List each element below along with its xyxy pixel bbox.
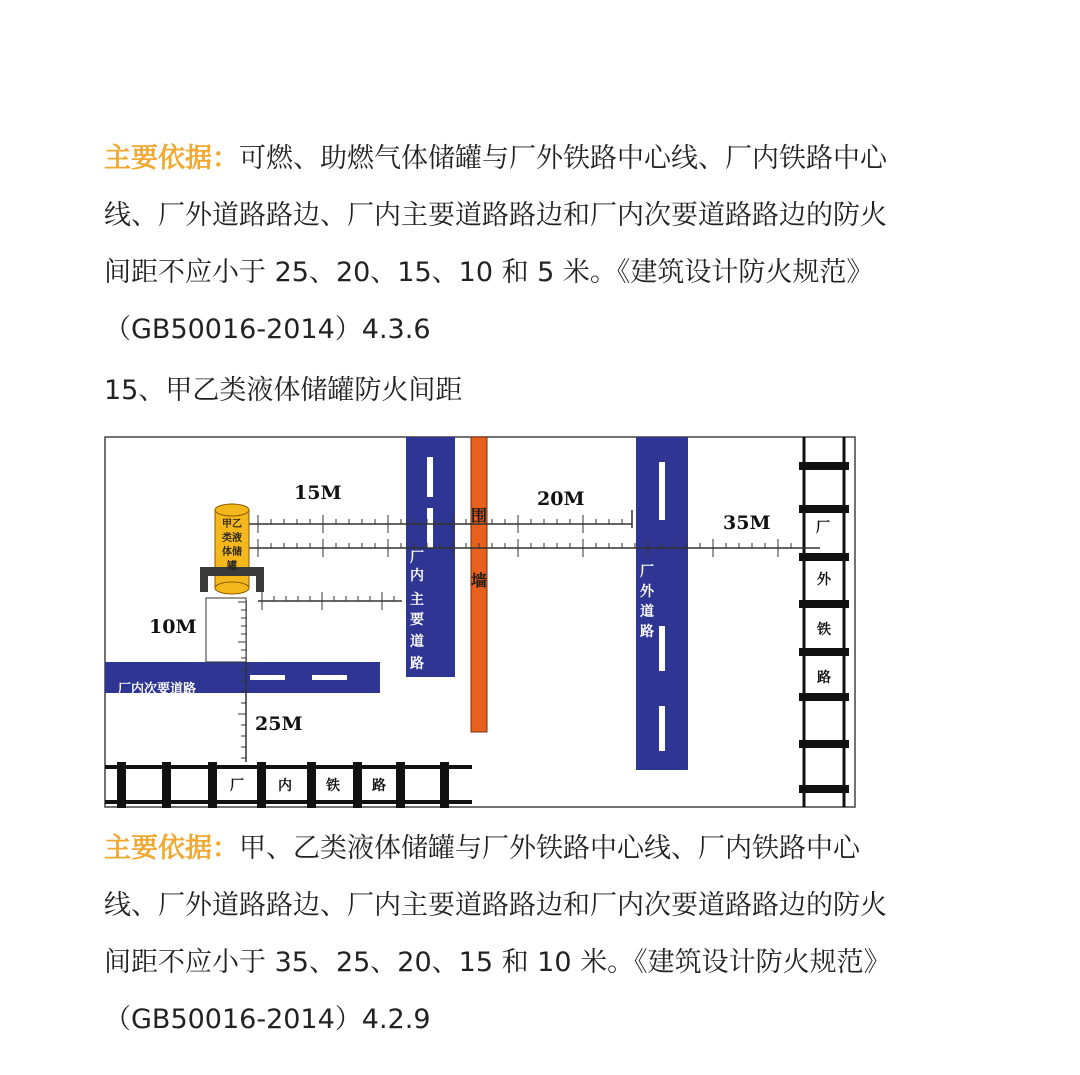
tank-label: 类液 [222,533,242,544]
rail-tie [396,762,405,808]
outer-road-label: 路 [640,624,654,640]
distance-label-35m: 35M [723,512,771,534]
main-road-label: 要 [410,612,424,628]
section1-line-1: 主要依据：可燃、助燃气体储罐与厂外铁路中心线、厂内铁路中心 [104,143,887,174]
tank-label: 体储 [222,547,242,558]
section2-line-4: （GB50016-2014）4.2.9 [104,1004,431,1035]
outer-road-label: 外 [640,584,654,600]
outer-rail-label: 铁 [817,622,831,638]
outer-road-dash [659,706,665,751]
inner-rail-label: 铁 [326,778,340,794]
rail-tie [799,462,849,470]
main-road-label: 厂 [410,550,424,566]
main-road-dash [427,457,433,497]
section1-line-3: 间距不应小于 25、20、15、10 和 5 米。《建筑设计防火规范》 [104,257,874,288]
rail-tie [117,762,126,808]
rail-tie [799,693,849,701]
rail-tie [799,740,849,748]
section2-line-1: 主要依据：甲、乙类液体储罐与厂外铁路中心线、厂内铁路中心 [104,833,860,864]
section-heading: 15、甲乙类液体储罐防火间距 [104,375,463,406]
wall-label: 墙 [470,571,488,590]
main-road-label: 内 [410,568,424,584]
outer-rail-label: 外 [817,572,831,588]
rail-tie [799,553,849,561]
rail-tie [208,762,217,808]
rail-tie [799,505,849,513]
tank-label: 甲乙 [222,519,242,530]
main-road-label: 道 [410,634,424,650]
rail-tie [440,762,449,808]
rail-tie [799,648,849,656]
section2-line-2: 线、厂外道路路边、厂内主要道路路边和厂内次要道路路边的防火 [104,890,887,921]
tank-label: 罐 [227,561,237,572]
distance-label-20m: 20M [537,488,585,510]
rail-tie [307,762,316,808]
secondary-road-dash [250,675,285,680]
main-road-label: 路 [410,656,424,672]
main-road-label: 主 [410,592,424,608]
outer-road-label: 道 [640,604,654,620]
outer-rail-label: 路 [817,670,831,686]
rail-tie [799,600,849,608]
wall-label: 围 [470,506,488,525]
tank-scale-column [206,598,246,662]
distance-label-10m: 10M [149,616,197,638]
main-road-dash [427,508,433,548]
distance-label-15m: 15M [294,482,342,504]
inner-rail-label: 路 [372,778,386,794]
section1-line-2: 线、厂外道路路边、厂内主要道路路边和厂内次要道路路边的防火 [104,200,887,231]
outer-road-dash [659,626,665,671]
section2-paragraph [104,820,984,1048]
distance-label-25m: 25M [255,713,303,735]
section2-tag: 主要依据： [104,833,239,864]
rail-tie [257,762,266,808]
inner-rail-label: 厂 [230,778,244,794]
section1-line-4: （GB50016-2014）4.3.6 [104,314,431,345]
inner-rail-label: 内 [278,778,292,794]
secondary-road-label: 厂内次要道路 [118,682,197,697]
outer-road-dash [659,462,665,520]
rail-tie [162,762,171,808]
rail-tie [799,785,849,793]
outer-rail-label: 厂 [816,520,830,536]
outer-road-label: 厂 [640,564,654,580]
section1-tag: 主要依据： [104,143,239,174]
secondary-road-dash [312,675,347,680]
rail-tie [353,762,362,808]
section2-line-3: 间距不应小于 35、25、20、15 和 10 米。《建筑设计防火规范》 [104,947,891,978]
